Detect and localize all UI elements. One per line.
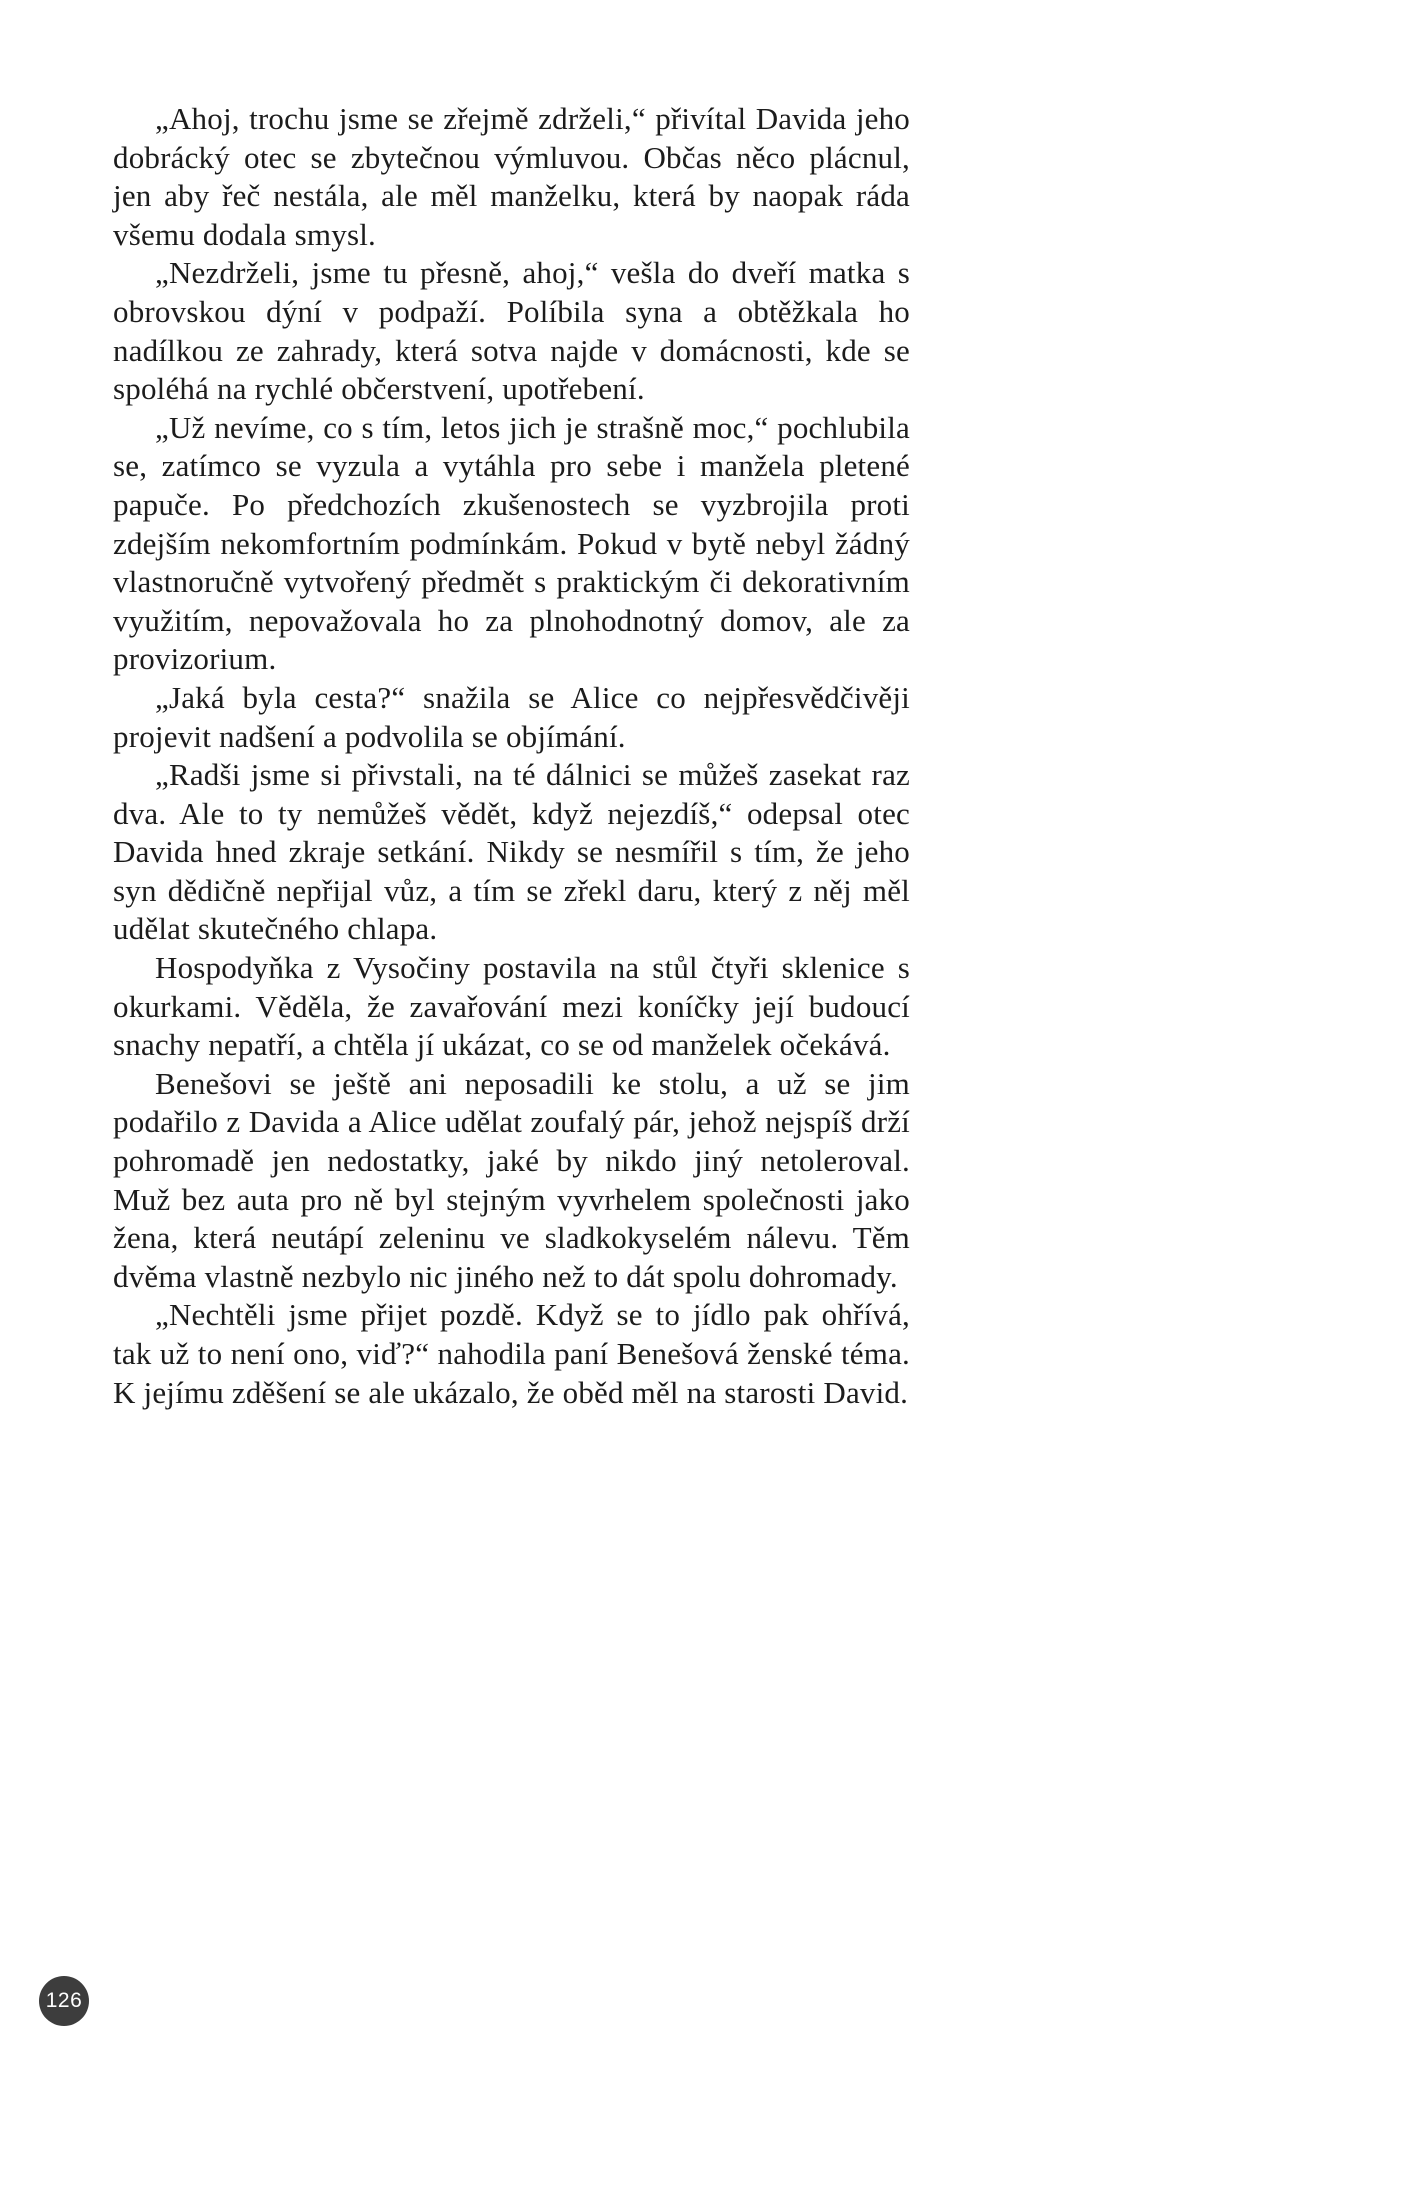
page-number-badge [39,1976,89,2026]
page-number: 126 [45,1989,83,2012]
paragraph: „Jaká byla cesta?“ snažila se Alice co nejpřesvědčivěji projevit nadšení a podvolila se objímání. [113,679,910,754]
body-text [113,100,910,1412]
paragraph: „Nechtěli jsme přijet pozdě. Když se to jídlo pak ohřívá, tak už to není ono, viď?“ nahodila paní Benešová ženské téma. K jejímu zděšení se ale ukázalo, že oběd měl na starosti David. [113,1297,910,1410]
paragraph: „Ahoj, trochu jsme se zřejmě zdrželi,“ přivítal Davida jeho dobrácký otec se zbytečnou výmluvou. Občas něco plácnul, jen aby řeč nestála, ale měl manželku, která by naopak ráda všemu dodala smysl. [113,101,910,252]
paragraph: „Už nevíme, co s tím, letos jich je strašně moc,“ pochlubila se, zatímco se vyzula a vytáhla pro sebe i manžela pletené papuče. Po předchozích zkušenostech se vyzbrojila proti zdejším nekomfortním podmínkám. Pokud v bytě nebyl žádný vlastnoručně vytvořený předmět s praktickým či dekorativním využitím, nepovažovala ho za plnohodnotný domov, ale za provizorium. [113,409,910,677]
paragraph: „Radši jsme si přivstali, na té dálnici se můžeš zasekat raz dva. Ale to ty nemůžeš vědět, když nejezdíš,“ odepsal otec Davida hned zkraje setkání. Nikdy se nesmířil s tím, že jeho syn dědičně nepřijal vůz, a tím se zřekl daru, který z něj měl udělat skutečného chlapa. [113,757,910,947]
paragraph: „Nezdrželi, jsme tu přesně, ahoj,“ vešla do dveří matka s obrovskou dýní v podpaží. Políbila syna a obtěžkala ho nadílkou ze zahrady, která sotva najde v domácnosti, kde se spoléhá na rychlé občerstvení, upotřebení. [113,255,910,407]
paragraph: Hospodyňka z Vysočiny postavila na stůl čtyři sklenice s okurkami. Věděla, že zavařování mezi koníčky její budoucí snachy nepatří, a chtěla jí ukázat, co se od manželek očekává. [113,950,910,1063]
paragraph: Benešovi se ještě ani neposadili ke stolu, a už se jim podařilo z Davida a Alice udělat zoufalý pár, jehož nejspíš drží pohromadě jen nedostatky, jaké by nikdo jiný netoleroval. Muž bez auta pro ně byl stejným vyvrhelem společnosti jako žena, která neutápí zeleninu ve sladkokyselém nálevu. Těm dvěma vlastně nezbylo nic jiného než to dát spolu dohromady. [113,1065,910,1294]
